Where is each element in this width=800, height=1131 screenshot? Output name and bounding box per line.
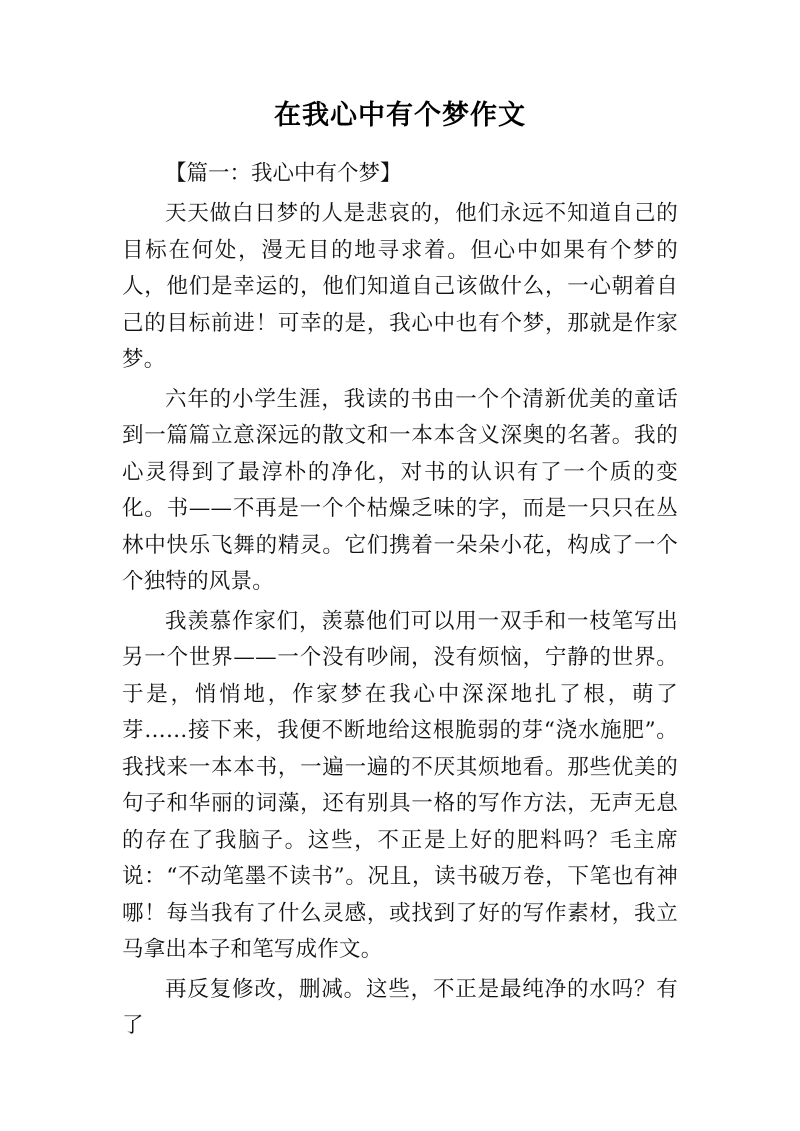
document-title: 在我心中有个梦作文 (274, 100, 526, 131)
paragraph-4: 再反复修改，删减。这些，不正是最纯净的水吗？有了 (122, 976, 678, 1038)
paragraph-2: 六年的小学生涯，我读的书由一个个清新优美的童话到一篇篇立意深远的散文和一本本含义深奥的名著。我的心灵得到了最淳朴的净化，对书的认识有了一个质的变化。书——不再是一个个枯燥乏味的字，而是一只只在丛林中快乐飞舞的精灵。它们携着一朵朵小花，构成了一个个独特的风景。 (122, 386, 678, 594)
document-body (122, 156, 678, 1045)
section-heading: 【篇一：我心中有个梦】 (165, 161, 402, 186)
paragraph-3: 我羡慕作家们，羡慕他们可以用一双手和一枝笔写出另一个世界——一个没有吵闹，没有烦恼，宁静的世界。于是，悄悄地，作家梦在我心中深深地扎了根，萌了芽……接下来，我便不断地给这根脆弱的芽“浇水施肥”。我找来一本本书，一遍一遍的不厌其烦地看。那些优美的句子和华丽的词藻，还有别具一格的写作方法，无声无息的存在了我脑子。这些，不正是上好的肥料吗？毛主席说：“不动笔墨不读书”。况且，读书破万卷，下笔也有神哪！每当我有了什么灵感，或找到了好的写作素材，我立马拿出本子和笔写成作文。 (122, 608, 678, 962)
paragraph-1: 天天做白日梦的人是悲哀的，他们永远不知道自己的目标在何处，漫无目的地寻求着。但心中如果有个梦的人，他们是幸运的，他们知道自己该做什么，一心朝着自己的目标前进！可幸的是，我心中也有个梦，那就是作家梦。 (122, 201, 678, 372)
